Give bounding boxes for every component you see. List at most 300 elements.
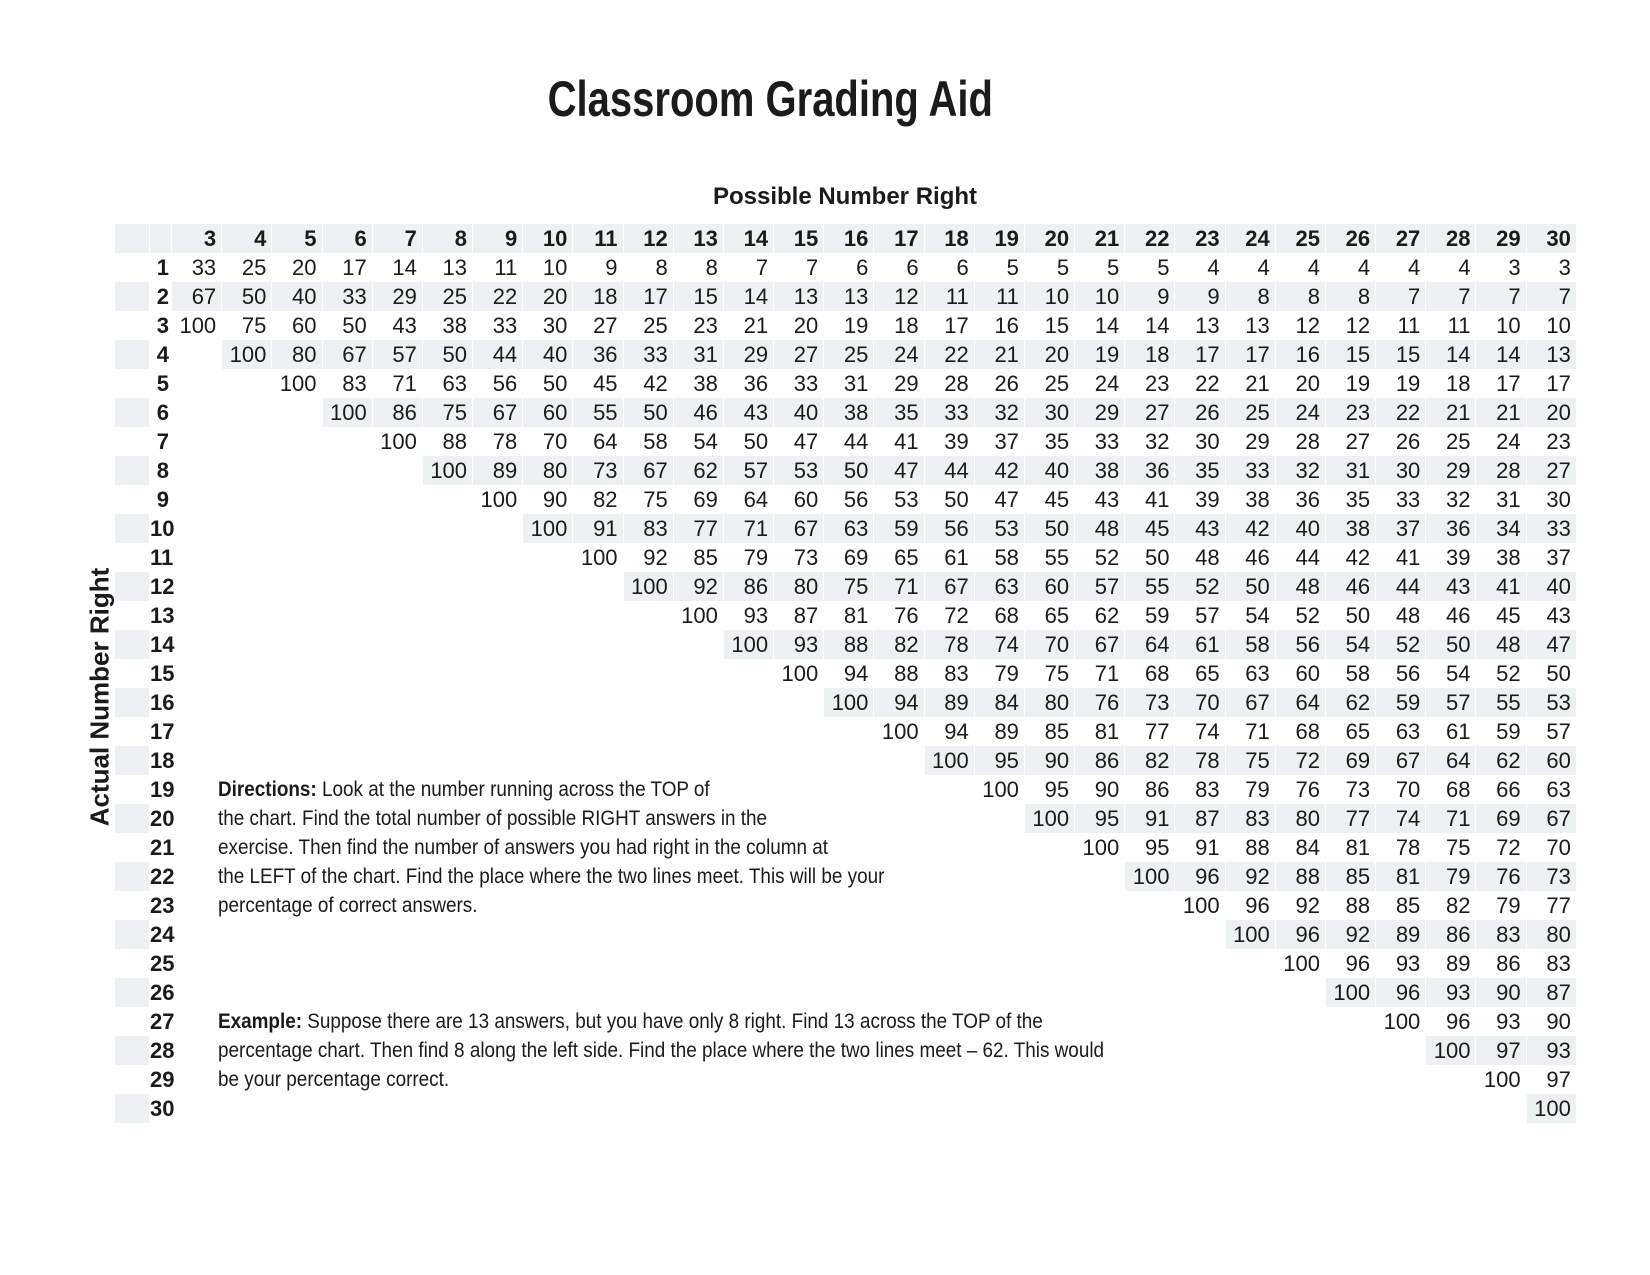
grid-cell: 50: [724, 427, 774, 456]
column-axis-label: Possible Number Right: [712, 183, 978, 210]
column-header: 26: [1326, 224, 1376, 253]
grid-cell: 59: [1476, 717, 1526, 746]
gutter-cell: [115, 804, 150, 833]
grid-cell: 85: [1326, 862, 1376, 891]
grid-cell: 30: [523, 311, 573, 340]
grid-cell: 44: [824, 427, 874, 456]
grid-cell: [423, 717, 473, 746]
grid-cell: 71: [874, 572, 924, 601]
grid-cell: [523, 572, 573, 601]
grid-cell: 73: [1326, 775, 1376, 804]
grid-cell: 70: [1025, 630, 1075, 659]
grid-cell: 50: [1125, 543, 1175, 572]
grid-cell: 68: [1276, 717, 1326, 746]
grid-cell: 73: [1527, 862, 1577, 891]
grid-cell: 50: [824, 456, 874, 485]
directions-text: [218, 775, 884, 920]
grid-cell: [624, 949, 674, 978]
column-header: 28: [1426, 224, 1476, 253]
grid-cell: 100: [1025, 804, 1075, 833]
grid-cell: [373, 514, 423, 543]
grid-cell: [323, 572, 373, 601]
grid-cell: 7: [724, 253, 774, 282]
row-label: 12: [150, 574, 175, 599]
grid-cell: 38: [1075, 456, 1125, 485]
gutter-cell: [115, 949, 150, 978]
grid-cell: [323, 543, 373, 572]
grid-cell: 94: [874, 688, 924, 717]
grid-cell: 22: [1175, 369, 1225, 398]
grid-cell: [1075, 920, 1125, 949]
grid-cell: 72: [1276, 746, 1326, 775]
grid-cell: [172, 688, 222, 717]
grid-cell: 93: [1527, 1036, 1577, 1065]
grid-cell: 25: [1226, 398, 1276, 427]
grid-cell: 32: [1125, 427, 1175, 456]
grid-cell: 67: [172, 282, 222, 311]
grid-cell: [473, 543, 523, 572]
grid-cell: 40: [1527, 572, 1577, 601]
grid-cell: 60: [523, 398, 573, 427]
grid-cell: 82: [1125, 746, 1175, 775]
grid-cell: [1276, 1094, 1326, 1123]
grid-cell: 58: [1326, 659, 1376, 688]
grid-cell: [1226, 1065, 1276, 1094]
grid-cell: [674, 688, 724, 717]
row-label: 25: [150, 951, 175, 976]
grid-cell: 59: [1125, 601, 1175, 630]
grid-cell: 23: [1527, 427, 1577, 456]
grid-cell: 45: [1125, 514, 1175, 543]
grid-cell: [1326, 1036, 1376, 1065]
grid-cell: [323, 717, 373, 746]
grid-cell: [423, 746, 473, 775]
grid-cell: [323, 949, 373, 978]
grid-cell: [423, 978, 473, 1007]
grid-cell: 52: [1376, 630, 1426, 659]
row-label: 16: [150, 690, 175, 715]
grid-cell: [222, 978, 272, 1007]
column-header: 7: [373, 224, 423, 253]
grid-cell: 29: [874, 369, 924, 398]
grid-cell: [172, 1065, 222, 1094]
example-text: [218, 1007, 1104, 1094]
row-label: 30: [150, 1096, 175, 1121]
grid-cell: 42: [1326, 543, 1376, 572]
grid-cell: [222, 1094, 272, 1123]
gutter-cell: [115, 456, 150, 485]
grid-cell: 80: [774, 572, 824, 601]
grid-cell: 100: [172, 311, 222, 340]
grid-cell: 22: [473, 282, 523, 311]
grid-cell: 89: [1426, 949, 1476, 978]
grid-cell: [1025, 949, 1075, 978]
grid-cell: [172, 572, 222, 601]
grid-cell: [975, 1094, 1025, 1123]
grid-cell: 100: [323, 398, 373, 427]
grid-cell: [222, 717, 272, 746]
grid-cell: 57: [724, 456, 774, 485]
grid-cell: 40: [272, 282, 322, 311]
gutter-cell: [115, 1036, 150, 1065]
grid-cell: 90: [1476, 978, 1526, 1007]
grid-cell: 24: [874, 340, 924, 369]
grid-cell: [423, 485, 473, 514]
grid-cell: [1175, 1036, 1225, 1065]
grid-cell: [925, 891, 975, 920]
grid-cell: 44: [473, 340, 523, 369]
grid-cell: 50: [624, 398, 674, 427]
grid-cell: 75: [1426, 833, 1476, 862]
grid-cell: 50: [925, 485, 975, 514]
grid-cell: [1025, 978, 1075, 1007]
grid-cell: 79: [1226, 775, 1276, 804]
grid-cell: 27: [1527, 456, 1577, 485]
grid-cell: 60: [1025, 572, 1075, 601]
grid-cell: [1125, 920, 1175, 949]
grid-cell: 16: [975, 311, 1025, 340]
grid-cell: [172, 514, 222, 543]
grid-cell: [573, 746, 623, 775]
gutter-cell: [115, 340, 150, 369]
row-label: 27: [150, 1009, 175, 1034]
column-header: 25: [1276, 224, 1326, 253]
grid-cell: [774, 1094, 824, 1123]
grid-cell: [1025, 920, 1075, 949]
grid-cell: [272, 572, 322, 601]
grid-cell: 17: [624, 282, 674, 311]
grid-cell: 96: [1226, 891, 1276, 920]
row-label: 14: [150, 632, 175, 657]
grid-cell: [523, 1094, 573, 1123]
gutter-cell: [115, 1065, 150, 1094]
grid-cell: 52: [1276, 601, 1326, 630]
row-axis-label: Actual Number Right: [84, 567, 115, 827]
grid-cell: 92: [1326, 920, 1376, 949]
text-lead: Example:: [218, 1010, 308, 1033]
grid-cell: 17: [323, 253, 373, 282]
grid-cell: 11: [1376, 311, 1426, 340]
grid-cell: [222, 514, 272, 543]
grid-cell: 74: [975, 630, 1025, 659]
grid-cell: 56: [925, 514, 975, 543]
grid-cell: 63: [1226, 659, 1276, 688]
grid-cell: [222, 746, 272, 775]
grid-cell: [1175, 1007, 1225, 1036]
row-label: 3: [150, 311, 172, 340]
row-label: 11: [150, 545, 174, 570]
grid-cell: 55: [1125, 572, 1175, 601]
grid-cell: 57: [1075, 572, 1125, 601]
grid-cell: 36: [1276, 485, 1326, 514]
grid-cell: 43: [1075, 485, 1125, 514]
grid-cell: 8: [1326, 282, 1376, 311]
column-header: 12: [624, 224, 674, 253]
grid-cell: [573, 630, 623, 659]
grid-cell: 67: [624, 456, 674, 485]
row-label: 15: [150, 661, 175, 686]
grid-cell: [1025, 1094, 1075, 1123]
grid-cell: 10: [1527, 311, 1577, 340]
grid-cell: 21: [724, 311, 774, 340]
grid-cell: [573, 978, 623, 1007]
grid-cell: 95: [1125, 833, 1175, 862]
grid-cell: 57: [1527, 717, 1577, 746]
grid-cell: [1025, 833, 1075, 862]
grid-cell: [172, 804, 222, 833]
grid-cell: [473, 978, 523, 1007]
grid-cell: [222, 427, 272, 456]
grid-cell: 83: [323, 369, 373, 398]
grid-cell: 85: [1376, 891, 1426, 920]
grid-cell: [1175, 978, 1225, 1007]
grid-cell: 47: [1527, 630, 1577, 659]
grid-cell: [473, 688, 523, 717]
grid-cell: [272, 630, 322, 659]
grid-cell: [975, 833, 1025, 862]
grid-cell: 56: [824, 485, 874, 514]
grid-cell: 22: [1376, 398, 1426, 427]
grid-cell: [1125, 1007, 1175, 1036]
grid-cell: 4: [1276, 253, 1326, 282]
row-label: 8: [150, 456, 172, 485]
grid-cell: [473, 630, 523, 659]
grid-cell: 10: [1075, 282, 1125, 311]
grid-cell: [423, 949, 473, 978]
grid-cell: 5: [975, 253, 1025, 282]
grid-cell: 12: [1326, 311, 1376, 340]
grid-cell: 56: [473, 369, 523, 398]
grid-cell: 97: [1527, 1065, 1577, 1094]
grid-cell: 8: [1276, 282, 1326, 311]
grid-cell: [222, 543, 272, 572]
grid-cell: [473, 659, 523, 688]
grid-cell: 41: [1376, 543, 1426, 572]
row-label: 29: [150, 1067, 175, 1092]
grid-cell: 100: [1527, 1094, 1577, 1123]
page-title: [0, 70, 1540, 128]
grid-cell: 96: [1276, 920, 1326, 949]
grid-cell: 54: [1226, 601, 1276, 630]
grid-cell: 89: [1376, 920, 1426, 949]
grid-cell: 62: [1476, 746, 1526, 775]
grid-cell: 35: [1025, 427, 1075, 456]
grid-cell: [624, 717, 674, 746]
grid-cell: 8: [624, 253, 674, 282]
grid-cell: 78: [473, 427, 523, 456]
grid-cell: 21: [1476, 398, 1526, 427]
grid-cell: 7: [1476, 282, 1526, 311]
row-label: 26: [150, 980, 175, 1005]
grid-cell: [222, 485, 272, 514]
corner-cell: [150, 224, 172, 253]
grid-cell: [172, 1036, 222, 1065]
grid-cell: [1276, 1065, 1326, 1094]
gutter-cell: [115, 1007, 150, 1036]
grid-cell: 76: [1476, 862, 1526, 891]
grid-cell: [272, 746, 322, 775]
page-title-text: Classroom Grading Aid: [547, 71, 993, 127]
grid-cell: 38: [824, 398, 874, 427]
grid-cell: 9: [573, 253, 623, 282]
grid-cell: [975, 949, 1025, 978]
grid-cell: 17: [1527, 369, 1577, 398]
grid-cell: 68: [1426, 775, 1476, 804]
grid-cell: 65: [1025, 601, 1075, 630]
grid-cell: [1025, 862, 1075, 891]
grid-cell: [222, 659, 272, 688]
grid-cell: 64: [724, 485, 774, 514]
grid-cell: [573, 717, 623, 746]
gutter-cell: [115, 833, 150, 862]
grid-cell: 24: [1476, 427, 1526, 456]
grid-cell: [1125, 891, 1175, 920]
grid-cell: 84: [975, 688, 1025, 717]
grid-cell: 26: [1175, 398, 1225, 427]
grid-cell: [975, 804, 1025, 833]
grid-cell: 94: [824, 659, 874, 688]
grid-cell: [373, 1094, 423, 1123]
grid-cell: 82: [874, 630, 924, 659]
grid-cell: [674, 949, 724, 978]
gutter-cell: [115, 224, 150, 253]
grid-cell: 13: [1527, 340, 1577, 369]
grid-cell: [172, 920, 222, 949]
grid-cell: 19: [1326, 369, 1376, 398]
grid-cell: [373, 601, 423, 630]
grid-cell: 60: [1276, 659, 1326, 688]
grid-cell: [1426, 1094, 1476, 1123]
grid-cell: 48: [1276, 572, 1326, 601]
grid-cell: [323, 456, 373, 485]
grid-cell: 48: [1476, 630, 1526, 659]
grid-cell: 30: [1376, 456, 1426, 485]
gutter-cell: [115, 601, 150, 630]
grid-cell: 61: [925, 543, 975, 572]
grid-cell: 37: [1376, 514, 1426, 543]
grid-cell: 47: [774, 427, 824, 456]
grid-cell: [674, 920, 724, 949]
grid-cell: [573, 659, 623, 688]
grid-cell: 79: [724, 543, 774, 572]
grid-cell: 23: [1326, 398, 1376, 427]
grid-cell: 23: [674, 311, 724, 340]
grid-cell: 86: [724, 572, 774, 601]
grid-cell: [824, 1094, 874, 1123]
grid-cell: [774, 717, 824, 746]
grid-cell: 10: [1025, 282, 1075, 311]
grid-cell: [1426, 1065, 1476, 1094]
grid-cell: [473, 572, 523, 601]
grid-cell: 15: [1376, 340, 1426, 369]
grid-cell: 18: [1125, 340, 1175, 369]
gutter-cell: [115, 746, 150, 775]
grid-cell: 67: [774, 514, 824, 543]
grid-cell: 11: [975, 282, 1025, 311]
grid-cell: [624, 630, 674, 659]
grid-cell: 43: [724, 398, 774, 427]
grid-cell: 90: [1025, 746, 1075, 775]
grid-cell: 14: [1125, 311, 1175, 340]
grid-cell: [272, 427, 322, 456]
grid-cell: [473, 949, 523, 978]
grid-cell: 41: [1125, 485, 1175, 514]
grid-cell: [272, 688, 322, 717]
grid-cell: [874, 920, 924, 949]
grid-cell: 80: [272, 340, 322, 369]
grid-cell: 66: [1476, 775, 1526, 804]
grid-cell: 93: [1476, 1007, 1526, 1036]
grid-cell: 35: [874, 398, 924, 427]
grid-cell: [1376, 1094, 1426, 1123]
grid-cell: 33: [1527, 514, 1577, 543]
grid-cell: [925, 804, 975, 833]
grid-cell: 13: [1226, 311, 1276, 340]
grid-cell: 60: [272, 311, 322, 340]
column-header: 6: [323, 224, 373, 253]
gutter-cell: [115, 862, 150, 891]
gutter-cell: [115, 282, 150, 311]
grid-cell: [172, 862, 222, 891]
grid-cell: 86: [1125, 775, 1175, 804]
grid-cell: [323, 688, 373, 717]
grid-cell: 31: [1326, 456, 1376, 485]
grid-cell: [874, 746, 924, 775]
row-label: 19: [150, 777, 175, 802]
grid-cell: 50: [1226, 572, 1276, 601]
grid-cell: 47: [874, 456, 924, 485]
grid-cell: [573, 601, 623, 630]
grid-cell: 24: [1276, 398, 1326, 427]
grid-cell: [373, 630, 423, 659]
column-header: 16: [824, 224, 874, 253]
grid-cell: 100: [1426, 1036, 1476, 1065]
grid-cell: 61: [1175, 630, 1225, 659]
grid-cell: [724, 920, 774, 949]
grid-cell: 33: [473, 311, 523, 340]
grid-cell: 76: [1075, 688, 1125, 717]
grid-cell: 36: [573, 340, 623, 369]
grid-cell: 6: [824, 253, 874, 282]
grid-cell: [1376, 1065, 1426, 1094]
grid-cell: 93: [1426, 978, 1476, 1007]
row-label: 21: [150, 835, 175, 860]
grid-cell: 92: [1226, 862, 1276, 891]
grid-cell: 94: [925, 717, 975, 746]
grid-cell: 19: [1376, 369, 1426, 398]
grid-cell: 12: [874, 282, 924, 311]
grid-cell: 75: [824, 572, 874, 601]
grid-cell: 27: [1326, 427, 1376, 456]
grid-cell: [172, 630, 222, 659]
grid-cell: 92: [674, 572, 724, 601]
grid-cell: 84: [1276, 833, 1326, 862]
grid-cell: 25: [824, 340, 874, 369]
grid-cell: 43: [373, 311, 423, 340]
grid-cell: 81: [824, 601, 874, 630]
grid-cell: [172, 456, 222, 485]
grid-cell: 80: [1527, 920, 1577, 949]
grid-cell: 27: [573, 311, 623, 340]
grid-cell: [824, 949, 874, 978]
grid-cell: [172, 717, 222, 746]
grid-cell: 70: [1376, 775, 1426, 804]
grid-cell: [373, 746, 423, 775]
grid-cell: 13: [1175, 311, 1225, 340]
grid-cell: 78: [1376, 833, 1426, 862]
row-label: 13: [150, 603, 175, 628]
grid-cell: 86: [1426, 920, 1476, 949]
